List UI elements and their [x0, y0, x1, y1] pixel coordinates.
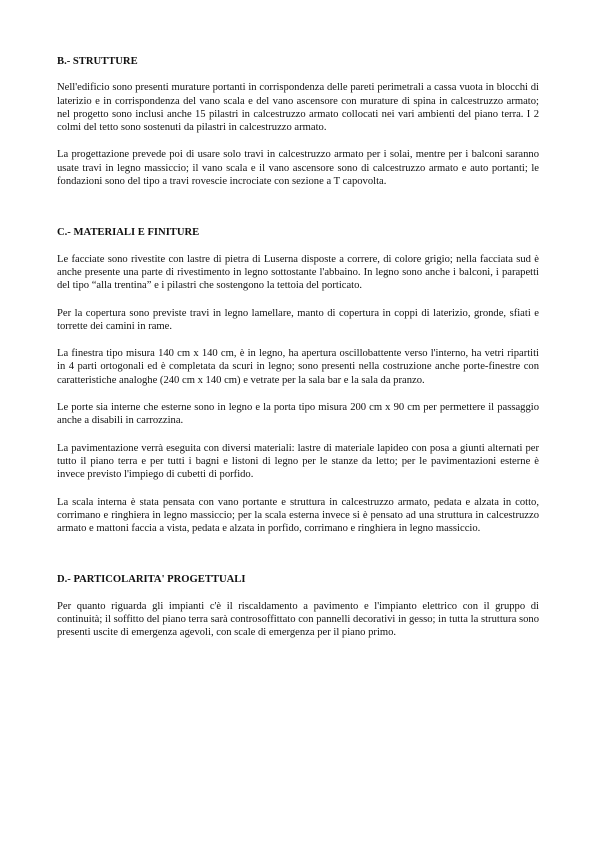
paragraph: Nell'edificio sono presenti murature portanti in corrispondenza delle pareti perimetrali a cassa vuota in blocchi di laterizio e in corrispondenza del vano scala e del vano ascensore con murature di spina in calcestruzzo armato; nel progetto sono inclusi anche 15 pilastri in calcestruzzo armato collocati nei vari ambienti del piano terra. I 2 colmi del tetto sono sostenuti da pilastri in calcestruzzo armato.: [57, 82, 539, 134]
paragraph: Per quanto riguarda gli impianti c'è il riscaldamento a pavimento e l'impianto elettrico con il gruppo di continuità; il soffitto del piano terra sarà controsoffittato con pannelli decorativi in gesso; in tutta la struttura sono presenti uscite di emergenza agevoli, con scale di emergenza per il piano primo.: [57, 600, 539, 639]
section-heading: B.- STRUTTURE: [57, 56, 138, 67]
section-materiali-finiture: [57, 226, 539, 535]
paragraph: La scala interna è stata pensata con vano portante e struttura in calcestruzzo armato, pedata e alzata in cotto, corrimano e ringhiera in legno massiccio; per la scala esterna invece si è pensato ad una struttura in calcestruzzo armato e mattoni faccia a vista, pedata e alzata in porfido, corrimano e ringhiera in legno massiccio.: [57, 496, 539, 535]
paragraph: La finestra tipo misura 140 cm x 140 cm, è in legno, ha apertura oscillobattente verso l'interno, ha vetri ripartiti in 4 parti ortogonali ed è completata da scuri in legno; sono presenti nella costruzione anche porte-finestre con caratteristiche analoghe (240 cm x 140 cm) e vetrate per la sala bar e la sala da pranzo.: [57, 348, 539, 386]
section-spacer: [57, 549, 539, 573]
paragraph: Le porte sia interne che esterne sono in legno e la porta tipo misura 200 cm x 90 cm per permettere il passaggio anche a disabili in carrozzina.: [57, 402, 539, 427]
section-strutture: [57, 55, 539, 188]
paragraph: La progettazione prevede poi di usare solo travi in calcestruzzo armato per i solai, mentre per i balconi saranno usate travi in legno massiccio; il vano scala e il vano ascensore sono di calcestruzzo armato e auto portanti; le fondazioni sono del tipo a travi rovescie incrociate con sezione a T capovolta.: [57, 149, 539, 188]
document-page: [57, 55, 539, 654]
paragraph: La pavimentazione verrà eseguita con diversi materiali: lastre di materiale lapideo con posa a giunti alternati per tutto il piano terra e per tutti i bagni e listoni di legno per le stanze da letto; per le pavimentazioni esterne è invece previsto l'impiego di cubetti di porfido.: [57, 442, 539, 481]
section-spacer: [57, 202, 539, 226]
section-particolarita-progettuali: [57, 573, 539, 639]
section-heading: D.- PARTICOLARITA' PROGETTUALI: [57, 574, 246, 586]
paragraph: Le facciate sono rivestite con lastre di pietra di Luserna disposte a correre, di colore grigio; nella facciata sud è anche presente una parte di rivestimento in legno sottostante l'abbaino. In legno sono anche i balconi, i parapetti del tipo “alla trentina” e i pilastri che sostengono la tettoia del porticato.: [57, 253, 539, 292]
section-heading: C.- MATERIALI E FINITURE: [57, 227, 200, 239]
paragraph: Per la copertura sono previste travi in legno lamellare, manto di copertura in coppi di laterizio, gronde, sfiati e torrette dei camini in rame.: [57, 307, 539, 332]
